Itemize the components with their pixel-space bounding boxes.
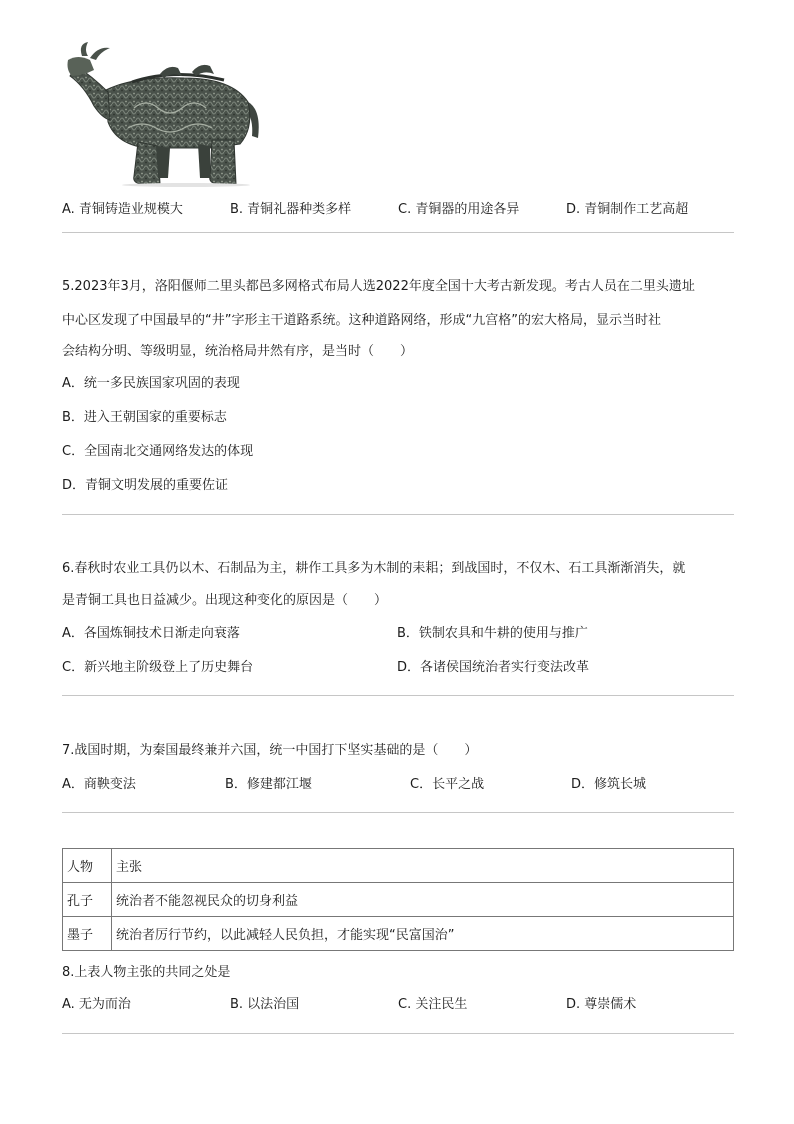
q7-option-b[interactable]: B．修建都江堰 <box>225 777 312 792</box>
q8-option-d[interactable]: D. 尊崇儒术 <box>566 997 637 1012</box>
q8-table <box>62 848 734 951</box>
q8-option-c[interactable]: C. 关注民生 <box>398 997 468 1012</box>
q7-option-a[interactable]: A．商鞅变法 <box>62 777 136 792</box>
table-row <box>63 917 734 951</box>
table-cell: 墨子 <box>63 917 112 951</box>
q5-option-a[interactable]: A．统一多民族国家巩固的表现 <box>62 376 240 391</box>
q4-option-a[interactable]: A. 青铜铸造业规模大 <box>62 202 183 217</box>
question-divider <box>62 514 734 515</box>
table-cell: 人物 <box>63 849 112 883</box>
q7-option-c[interactable]: C．长平之战 <box>410 777 485 792</box>
table-row <box>63 883 734 917</box>
q4-option-b[interactable]: B. 青铜礼器种类多样 <box>230 202 352 217</box>
q6-option-c[interactable]: C．新兴地主阶级登上了历史舞台 <box>62 660 254 675</box>
table-header-row <box>63 849 734 883</box>
bronze-ox-vessel-image <box>64 36 274 188</box>
q5-option-b[interactable]: B．进入王朝国家的重要标志 <box>62 410 227 425</box>
q4-option-c[interactable]: C. 青铜器的用途各异 <box>398 202 520 217</box>
q7-stem: 7.战国时期，为秦国最终兼并六国，统一中国打下坚实基础的是（ ） <box>62 743 478 758</box>
q8-option-b[interactable]: B. 以法治国 <box>230 997 300 1012</box>
q8-option-a[interactable]: A. 无为而治 <box>62 997 131 1012</box>
q7-option-d[interactable]: D．修筑长城 <box>571 777 647 792</box>
table-cell: 孔子 <box>63 883 112 917</box>
q6-option-b[interactable]: B．铁制农具和牛耕的使用与推广 <box>397 626 588 641</box>
q5-option-c[interactable]: C．全国南北交通网络发达的体现 <box>62 444 254 459</box>
question-divider <box>62 232 734 233</box>
question-divider <box>62 695 734 696</box>
q5-option-d[interactable]: D．青铜文明发展的重要佐证 <box>62 478 229 493</box>
table-cell: 统治者厉行节约，以此减轻人民负担，才能实现“民富国治” <box>112 917 734 951</box>
q5-stem-line-1: 5.2023年3月，洛阳偃师二里头都邑多网格式布局人选2022年度全国十大考古新发现。考古人员在二里头遗址 <box>62 279 695 294</box>
q8-stem: 8.上表人物主张的共同之处是 <box>62 965 231 980</box>
question-divider <box>62 1033 734 1034</box>
table-cell: 统治者不能忽视民众的切身利益 <box>112 883 734 917</box>
q6-stem-line-2: 是青铜工具也日益减少。出现这种变化的原因是（ ） <box>62 593 388 608</box>
q5-stem-line-3: 会结构分明、等级明显，统治格局井然有序，是当时（ ） <box>62 344 414 359</box>
question-divider <box>62 812 734 813</box>
q6-option-d[interactable]: D．各诸侯国统治者实行变法改革 <box>397 660 590 675</box>
q5-stem-line-2: 中心区发现了中国最早的“井”字形主干道路系统。这种道路网络，形成“九宫格”的宏大格局，显示当时社 <box>62 313 661 328</box>
table-cell: 主张 <box>112 849 734 883</box>
q4-option-d[interactable]: D. 青铜制作工艺高超 <box>566 202 689 217</box>
q6-stem-line-1: 6.春秋时农业工具仍以木、石制品为主，耕作工具多为木制的耒耜；到战国时，不仅木、石工具渐渐消失，就 <box>62 561 686 576</box>
q6-option-a[interactable]: A．各国炼铜技术日渐走向衰落 <box>62 626 240 641</box>
